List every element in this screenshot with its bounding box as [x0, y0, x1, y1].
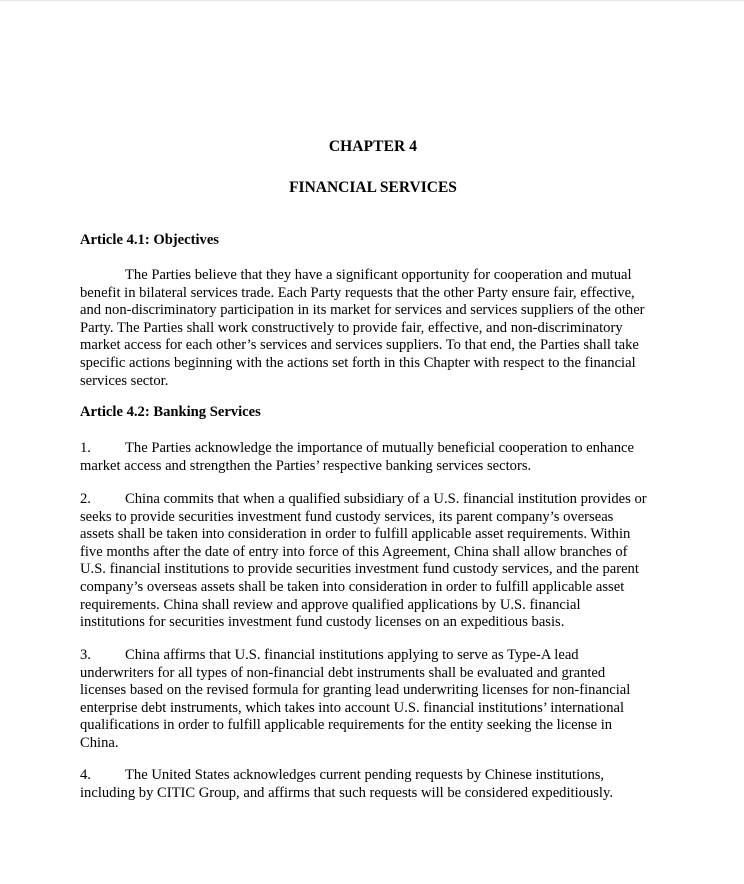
paragraph-line: 3. China affirms that U.S. financial institutions applying to serve as Type-A lead — [80, 647, 579, 663]
paragraph-line: Party. The Parties shall work constructively to provide fair, effective, and non-discriminatory — [80, 319, 623, 336]
paragraph-line: specific actions beginning with the actions set forth in this Chapter with respect to the financial — [80, 354, 636, 371]
paragraph-number: 1. — [80, 440, 91, 456]
paragraph-line: seeks to provide securities investment fund custody services, its parent company’s overseas — [80, 508, 614, 525]
paragraph-line: underwriters for all types of non-financial debt instruments shall be evaluated and granted — [80, 664, 606, 681]
paragraph-line: and non-discriminatory participation in its market for services and services suppliers of the other — [80, 302, 645, 319]
paragraph-line: 1. The Parties acknowledge the importance of mutually beneficial cooperation to enhance — [80, 440, 634, 456]
paragraph-line: 2. China commits that when a qualified subsidiary of a U.S. financial institution provides or — [80, 491, 647, 507]
paragraph-line: assets shall be taken into consideration in order to fulfill applicable asset requirements. Within — [80, 526, 631, 543]
paragraph-line: 4. The United States acknowledges current pending requests by Chinese institutions, — [80, 767, 605, 783]
chapter-number: CHAPTER 4 — [328, 138, 418, 155]
paragraph-line: market access and strengthen the Parties’ respective banking services sectors. — [80, 457, 532, 474]
article-4-1-paragraph — [80, 267, 666, 390]
paragraph-line: U.S. financial institutions to provide securities investment fund custody services, and the parent — [80, 561, 639, 578]
paragraph-number: 4. — [80, 767, 91, 783]
paragraph-line: requirements. China shall review and approve qualified applications by U.S. financial — [80, 596, 581, 613]
paragraph-line: qualifications in order to fulfill applicable requirements for the entity seeking the license in — [80, 717, 613, 734]
paragraph-line: The Parties believe that they have a significant opportunity for cooperation and mutual — [125, 267, 632, 283]
paragraph-line: enterprise debt instruments, which takes into account U.S. financial institutions’ international — [80, 699, 625, 716]
paragraph-line: market access for each other’s services and services suppliers. To that end, the Parties shall take — [80, 337, 639, 354]
article-4-2-heading: Article 4.2: Banking Services — [80, 404, 261, 420]
paragraph-line: benefit in bilateral services trade. Each Party requests that the other Party ensure fair, effective, — [80, 284, 635, 301]
paragraph-line: company’s overseas assets shall be taken into consideration in order to fulfill applicable asset — [80, 578, 625, 595]
paragraph-line: five months after the date of entry into force of this Agreement, China shall allow branches of — [80, 543, 628, 560]
article-4-2-paragraph-4 — [80, 767, 666, 802]
paragraph-line: licenses based on the revised formula for granting lead underwriting licenses for non-financial — [80, 682, 631, 699]
paragraph-line: institutions for securities investment fund custody licenses on an expeditious basis. — [80, 614, 565, 631]
article-4-2-paragraph-2 — [80, 491, 666, 632]
article-4-1-heading: Article 4.1: Objectives — [80, 232, 219, 248]
paragraph-number: 2. — [80, 491, 91, 507]
paragraph-line: China. — [80, 734, 119, 751]
paragraph-line: including by CITIC Group, and affirms that such requests will be considered expeditiously. — [80, 784, 613, 801]
paragraph-line: services sector. — [80, 372, 169, 389]
article-4-2-paragraph-3 — [80, 647, 666, 753]
article-4-2-paragraph-1 — [80, 440, 666, 475]
chapter-title: FINANCIAL SERVICES — [289, 179, 457, 196]
paragraph-number: 3. — [80, 647, 91, 663]
